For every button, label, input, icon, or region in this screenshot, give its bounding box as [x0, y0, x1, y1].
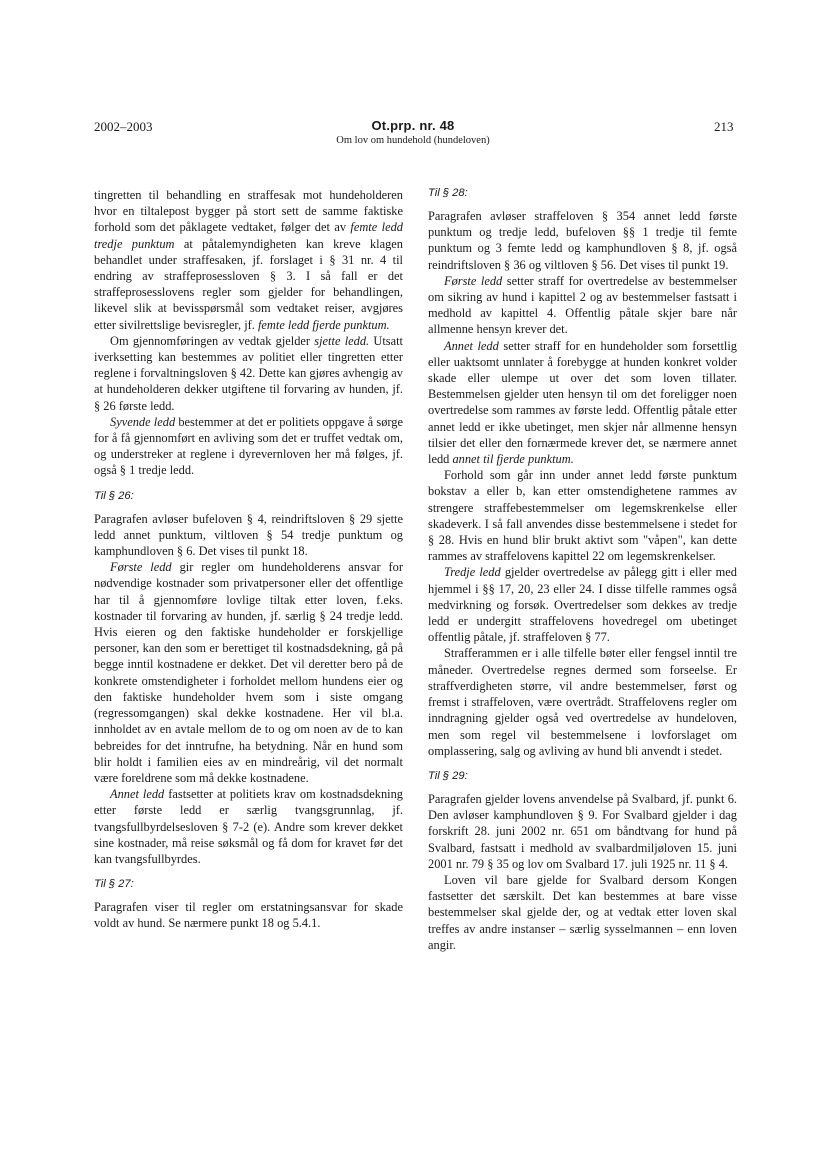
right-column	[428, 186, 737, 953]
paragraph: Paragrafen avløser straffeloven § 354 annet ledd første punktum og tredje ledd, bufeloven §§ 1 tredje til femte punktum og 3 femte ledd og kamphundloven § 8, jf. også reindriftsloven § 36 og viltloven § 56. Det vises til punkt 19.	[428, 209, 737, 272]
paragraph: Annet ledd setter straff for en hundeholder som forsettlig eller uaktsomt unnlater å forebygge at hunden konkret volder skade eller ulempe ut over det som loven tillater. Bestemmelsen gjelder uten hensyn til om det foreligger noen overtredelse som rammes av første ledd. Offentlig påtale etter annet ledd er ikke ubetinget, men skjer når allmenne hensyn tilsier det eller den fornærmede krever det, se nærmere annet ledd annet til fjerde punktum.	[428, 338, 737, 467]
paragraph: Loven vil bare gjelde for Svalbard dersom Kongen fastsetter det særskilt. Det kan bestemmes at bare visse bestemmelser skal gjelde der, og at vedtak etter loven skal treffes av andre instanser – særlig sysselmannen – enn loven angir.	[428, 872, 737, 952]
paragraph: Om gjennomføringen av vedtak gjelder sjette ledd. Utsatt iverksetting kan bestemmes av politiet eller tingretten etter reglene i forvaltningsloven § 42. Dette kan gjøres avhengig av at hundeholderen dekker utgiftene til forvaring av hunden, jf. § 26 første ledd.	[94, 333, 403, 413]
paragraph: Første ledd gir regler om hundeholderens ansvar for nødvendige kostnader som privatpersoner eller det offentlige har til å gjennomføre lovlige tiltak etter loven, f.eks. kostnader til forvaring av hunden, jf. særlig § 24 tredje ledd. Hvis eieren og den faktiske hundeholder er forskjellige personer, kan den som er berettiget til kostnadsdekning, gå på begge inntil kostnadene er dekket. Det vil deretter bero på de konkrete omstendigheter i forholdet mellom hundens eier og den faktiske hundeholder hvem som i siste omgang (regressomgangen) skal dekke kostnadene. Her vil bl.a. innholdet av en avtale mellom de to og om noen av de to kan bebreides for det inntrufne, ha betydning. Når en hund som blir holdt i familien eies av en mindreårig, vil det normalt være foreldrene som må dekke kostnadene.	[94, 560, 403, 785]
paragraph: Paragrafen viser til regler om erstatningsansvar for skade voldt av hund. Se nærmere punkt 18 og 5.4.1.	[94, 900, 403, 931]
section-heading-27: Til § 27:	[94, 878, 134, 891]
paragraph: Syvende ledd bestemmer at det er politiets oppgave å sørge for å få gjennomført en avliving som det er truffet vedtak om, og understreker at reglene i dyrevernloven her må følges, jf. også § 1 tredje ledd.	[94, 414, 403, 478]
paragraph: Forhold som går inn under annet ledd første punktum bokstav a eller b, kan etter omstendighetene rammes av strengere straffebestemmelser om legemskrenkelse eller skadeverk. I så fall anvendes disse bestemmelsene i stedet for § 28. Hvis en hund blir brukt aktivt som "våpen", kan dette rammes av straffelovens kapittel 22 om legemskrenkelser.	[428, 468, 737, 564]
paragraph: Paragrafen gjelder lovens anvendelse på Svalbard, jf. punkt 6. Den avløser kamphundloven § 9. For Svalbard gjelder i dag forskrift 28. juni 2002 nr. 651 om båndtvang for hund på Svalbard, fastsatt i medhold av svalbardmiljøloven 15. juni 2001 nr. 79 § 35 og lov om Svalbard 17. juli 1925 nr. 11 § 4.	[428, 791, 737, 871]
paragraph: Strafferammen er i alle tilfelle bøter eller fengsel inntil tre måneder. Overtredelse regnes dermed som forseelse. Er straffverdigheten større, vil andre bestemmelser, først og fremst i straffeloven, være overtrådt. Straffelovens regler om inndragning gjelder også ved overtredelse av hundeloven, men som regel vil bestemmelsene i lovforslaget om omplassering, salg og avliving av hund bli anvendt i stedet.	[428, 646, 737, 758]
paragraph: Tredje ledd gjelder overtredelse av pålegg gitt i eller med hjemmel i §§ 17, 20, 23 eller 24. I disse tilfelle rammes også medvirkning og forsøk. Overtredelser som dekkes av tredje ledd er undergitt straffelovens hovedregel om ubetinget offentlig påtale, jf. straffeloven § 77.	[428, 565, 737, 645]
header-center	[0, 118, 826, 146]
paragraph: tingretten til behandling en straffesak mot hundeholderen hvor en tiltalepost bygger på stort sett de samme faktiske forhold som det påklagete vedtaket, følger det av femte ledd tredje punktum at påtalemyndigheten kan kreve klagen behandlet under straffesaken, jf. forslaget i § 31 nr. 4 til endring av straffeprosessloven § 3. I så fall er det straffeprosesslovens regler som gjelder for behandlingen, likevel slik at bevisspørsmål som vedtaket reiser, avgjøres etter sivilrettslige bevisregler, jf. femte ledd fjerde punktum.	[94, 188, 403, 332]
section-heading-28: Til § 28:	[428, 187, 468, 199]
document-title: Ot.prp. nr. 48	[371, 118, 455, 133]
paragraph: Annet ledd fastsetter at politiets krav om kostnadsdekning etter første ledd er særlig tvangsgrunnlag, jf. tvangsfullbyrdelsesloven § 7-2 (e). Andre som krever dekket sine kostnader, må reise søksmål og få dom for kravet før det kan tvangsfullbyrdes.	[94, 787, 403, 866]
paragraph: Første ledd setter straff for overtredelse av bestemmelser om sikring av hund i kapittel 2 og av bestemmelser fastsatt i medhold av kapittel 4. Offentlig påtale skjer bare når allmenne hensyn krever det.	[428, 273, 737, 337]
session-years: 2002–2003	[94, 119, 153, 134]
document-subtitle: Om lov om hundehold (hundeloven)	[336, 135, 490, 146]
section-heading-26: Til § 26:	[94, 489, 134, 502]
left-column	[94, 187, 403, 932]
page-number: 213	[714, 119, 734, 134]
paragraph: Paragrafen avløser bufeloven § 4, reindriftsloven § 29 sjette ledd annet punktum, viltloven § 54 tredje punktum og kamphundloven § 6. Det vises til punkt 18.	[94, 511, 403, 559]
section-heading-29: Til § 29:	[428, 769, 468, 782]
